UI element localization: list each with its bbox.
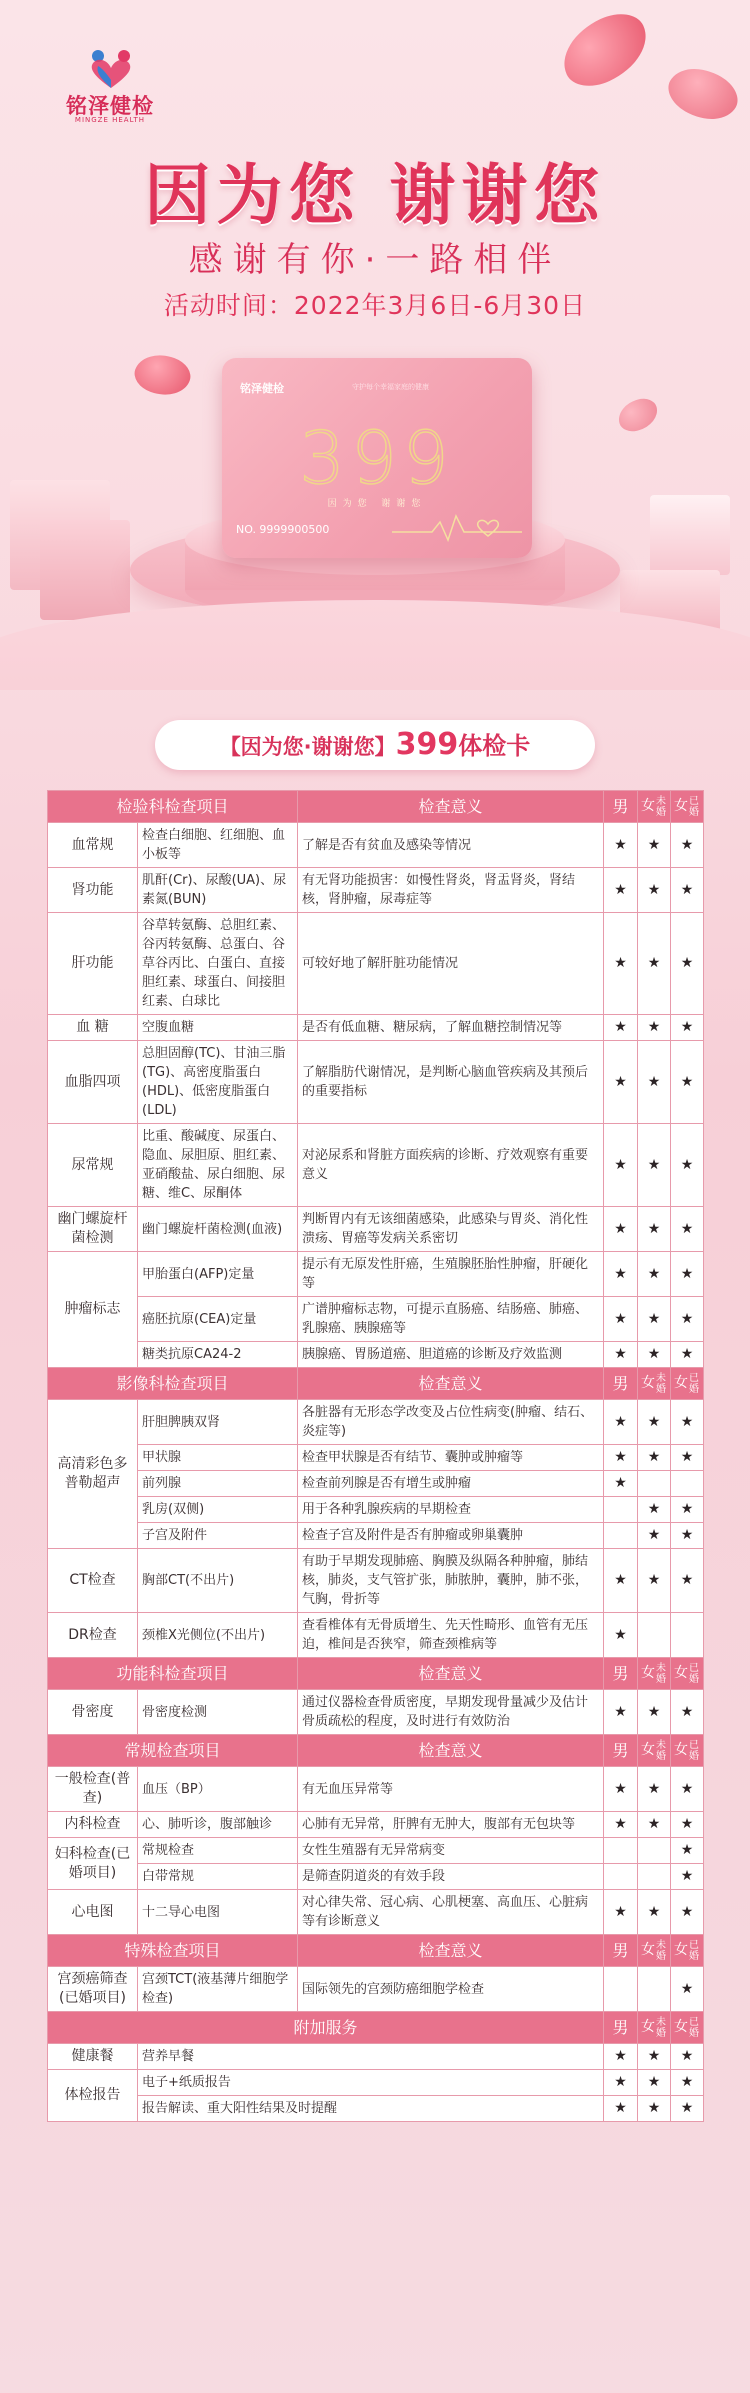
- female-unmarried-mark: ★: [638, 1207, 671, 1252]
- item-cell: 幽门螺旋杆菌检测(血液): [138, 1207, 298, 1252]
- meaning-cell: 有无肾功能损害：如慢性肾炎，肾盂肾炎，肾结核，肾肿瘤，尿毒症等: [298, 868, 604, 913]
- column-header-text: 女: [674, 798, 689, 814]
- female-unmarried-mark: ★: [638, 1342, 671, 1368]
- item-cell: 甲状腺: [138, 1445, 298, 1471]
- column-header-male: 男: [604, 2012, 638, 2044]
- female-unmarried-mark: ★: [638, 868, 671, 913]
- item-cell: 血压（BP）: [138, 1767, 298, 1812]
- female-married-mark: ★: [671, 1207, 704, 1252]
- section-title: 检验科检查项目: [48, 791, 298, 823]
- petal-decoration: [552, 4, 659, 96]
- table-row: [48, 1342, 704, 1368]
- column-header-subtext: 未婚: [656, 2016, 667, 2039]
- item-cell: 心、肺听诊，腹部触诊: [138, 1812, 298, 1838]
- meaning-cell: 提示有无原发性肝癌，生殖腺胚胎性肿瘤，肝硬化等: [298, 1252, 604, 1297]
- category-cell: 幽门螺旋杆菌检测: [48, 1207, 138, 1252]
- column-header-female: [671, 1735, 704, 1767]
- female-married-mark: ★: [671, 1812, 704, 1838]
- table-row: [48, 1471, 704, 1497]
- male-mark: ★: [604, 1015, 638, 1041]
- female-married-mark: ★: [671, 1445, 704, 1471]
- column-header-female: [638, 1658, 671, 1690]
- table-row: [48, 913, 704, 1015]
- female-married-mark: ★: [671, 1015, 704, 1041]
- checkup-items-table: [47, 790, 704, 2122]
- column-header-subtext: 已婚: [689, 1372, 700, 1395]
- male-mark: [604, 1838, 638, 1864]
- column-header-text: 女: [674, 2019, 689, 2035]
- section-header-row: [48, 1658, 704, 1690]
- meaning-cell: 对泌尿系和肾脏方面疾病的诊断、疗效观察有重要意义: [298, 1124, 604, 1207]
- category-cell: 高清彩色多普勒超声: [48, 1400, 138, 1549]
- female-unmarried-mark: ★: [638, 1549, 671, 1613]
- table-row: [48, 868, 704, 913]
- male-mark: [604, 1497, 638, 1523]
- column-header-text: 女: [641, 1942, 656, 1958]
- meaning-cell: 各脏器有无形态学改变及占位性病变(肿瘤、结石、炎症等): [298, 1400, 604, 1445]
- meaning-cell: 了解脂肪代谢情况，是判断心脑血管疾病及其预后的重要指标: [298, 1041, 604, 1124]
- female-unmarried-mark: [638, 1864, 671, 1890]
- item-cell: 宫颈TCT(液基薄片细胞学检查): [138, 1967, 298, 2012]
- item-cell: 常规检查: [138, 1838, 298, 1864]
- meaning-cell: 胰腺癌、胃肠道癌、胆道癌的诊断及疗效监测: [298, 1342, 604, 1368]
- female-unmarried-mark: ★: [638, 2096, 671, 2122]
- male-mark: ★: [604, 2044, 638, 2070]
- banner-text: 【因为您·谢谢您】: [219, 735, 396, 759]
- column-header-male: 男: [604, 791, 638, 823]
- female-unmarried-mark: ★: [638, 1445, 671, 1471]
- table-row: [48, 1124, 704, 1207]
- female-unmarried-mark: [638, 1471, 671, 1497]
- column-header-subtext: 已婚: [689, 2016, 700, 2039]
- banner-label: 体检卡: [458, 732, 531, 760]
- female-unmarried-mark: ★: [638, 1890, 671, 1935]
- female-unmarried-mark: [638, 1613, 671, 1658]
- health-card: [222, 358, 532, 558]
- female-married-mark: ★: [671, 823, 704, 868]
- column-header-male: 男: [604, 1658, 638, 1690]
- female-married-mark: ★: [671, 1400, 704, 1445]
- male-mark: ★: [604, 2096, 638, 2122]
- female-married-mark: ★: [671, 1864, 704, 1890]
- table-row: [48, 2044, 704, 2070]
- meaning-cell: 有无血压异常等: [298, 1767, 604, 1812]
- table-row: [48, 1297, 704, 1342]
- female-married-mark: ★: [671, 2044, 704, 2070]
- table-row: [48, 1523, 704, 1549]
- hero-section: [0, 0, 750, 690]
- female-married-mark: ★: [671, 868, 704, 913]
- section-header-row: [48, 791, 704, 823]
- section-title: 影像科检查项目: [48, 1368, 298, 1400]
- female-unmarried-mark: ★: [638, 1690, 671, 1735]
- table-row: [48, 1690, 704, 1735]
- column-header-male: 男: [604, 1368, 638, 1400]
- item-cell: 谷草转氨酶、总胆红素、谷丙转氨酶、总蛋白、谷草谷丙比、白蛋白、直接胆红素、球蛋白、间接胆红素、白球比: [138, 913, 298, 1015]
- section-meaning-header: 检查意义: [298, 1735, 604, 1767]
- category-cell: 体检报告: [48, 2070, 138, 2122]
- female-married-mark: [671, 1471, 704, 1497]
- male-mark: ★: [604, 1549, 638, 1613]
- male-mark: ★: [604, 1471, 638, 1497]
- female-unmarried-mark: ★: [638, 1767, 671, 1812]
- category-cell: 血常规: [48, 823, 138, 868]
- table-row: [48, 1864, 704, 1890]
- female-married-mark: ★: [671, 1252, 704, 1297]
- card-price: 399: [299, 416, 455, 500]
- brand-name: 铭泽健检: [66, 94, 154, 118]
- female-married-mark: ★: [671, 1690, 704, 1735]
- column-header-female: [638, 1935, 671, 1967]
- female-married-mark: ★: [671, 2070, 704, 2096]
- column-header-subtext: 已婚: [689, 1662, 700, 1685]
- female-married-mark: ★: [671, 1549, 704, 1613]
- column-header-female: [638, 1368, 671, 1400]
- section-header-row: [48, 1368, 704, 1400]
- column-header-text: 女: [641, 1742, 656, 1758]
- item-cell: 骨密度检测: [138, 1690, 298, 1735]
- female-unmarried-mark: [638, 1967, 671, 2012]
- female-unmarried-mark: ★: [638, 823, 671, 868]
- male-mark: [604, 1967, 638, 2012]
- category-cell: 尿常规: [48, 1124, 138, 1207]
- category-cell: 肿瘤标志: [48, 1252, 138, 1368]
- column-header-subtext: 已婚: [689, 1939, 700, 1962]
- female-unmarried-mark: ★: [638, 2044, 671, 2070]
- item-cell: 报告解读、重大阳性结果及时提醒: [138, 2096, 604, 2122]
- item-cell: 肌酐(Cr)、尿酸(UA)、尿素氮(BUN): [138, 868, 298, 913]
- male-mark: ★: [604, 1767, 638, 1812]
- male-mark: [604, 1523, 638, 1549]
- table-row: [48, 1890, 704, 1935]
- male-mark: ★: [604, 1207, 638, 1252]
- table-row: [48, 823, 704, 868]
- female-married-mark: ★: [671, 1890, 704, 1935]
- page-title: 因为您 谢谢您: [144, 157, 606, 234]
- section-title: 特殊检查项目: [48, 1935, 298, 1967]
- column-header-subtext: 未婚: [656, 1662, 667, 1685]
- male-mark: ★: [604, 1690, 638, 1735]
- table-row: [48, 1207, 704, 1252]
- male-mark: ★: [604, 913, 638, 1015]
- table-row: [48, 1767, 704, 1812]
- card-number: NO. 9999900500: [236, 523, 330, 536]
- category-cell: 健康餐: [48, 2044, 138, 2070]
- meaning-cell: 检查子宫及附件是否有肿瘤或卵巢囊肿: [298, 1523, 604, 1549]
- column-header-text: 女: [641, 798, 656, 814]
- item-cell: 检查白细胞、红细胞、血小板等: [138, 823, 298, 868]
- category-cell: 血 糖: [48, 1015, 138, 1041]
- column-header-female: [638, 1735, 671, 1767]
- item-cell: 总胆固醇(TC)、甘油三脂(TG)、高密度脂蛋白(HDL)、低密度脂蛋白(LDL): [138, 1041, 298, 1124]
- female-unmarried-mark: ★: [638, 1400, 671, 1445]
- section-meaning-header: 检查意义: [298, 1658, 604, 1690]
- table-row: [48, 1549, 704, 1613]
- female-married-mark: ★: [671, 2096, 704, 2122]
- category-cell: 骨密度: [48, 1690, 138, 1735]
- petal-decoration: [615, 395, 661, 434]
- item-cell: 乳房(双侧): [138, 1497, 298, 1523]
- category-cell: 内科检查: [48, 1812, 138, 1838]
- meaning-cell: 心肺有无异常，肝脾有无肿大，腹部有无包块等: [298, 1812, 604, 1838]
- section-meaning-header: 检查意义: [298, 1368, 604, 1400]
- male-mark: ★: [604, 1613, 638, 1658]
- category-cell: 妇科检查(已婚项目): [48, 1838, 138, 1890]
- section-header-row: [48, 2012, 704, 2044]
- item-cell: 十二导心电图: [138, 1890, 298, 1935]
- female-unmarried-mark: ★: [638, 1523, 671, 1549]
- item-cell: 癌胚抗原(CEA)定量: [138, 1297, 298, 1342]
- item-cell: 空腹血糖: [138, 1015, 298, 1041]
- table-row: [48, 1252, 704, 1297]
- female-unmarried-mark: ★: [638, 1497, 671, 1523]
- wave-decoration: [0, 600, 750, 690]
- heartbeat-icon: [392, 508, 522, 544]
- female-married-mark: ★: [671, 1497, 704, 1523]
- female-married-mark: ★: [671, 1523, 704, 1549]
- female-married-mark: ★: [671, 1041, 704, 1124]
- meaning-cell: 通过仪器检查骨质密度，早期发现骨量减少及估计骨质疏松的程度，及时进行有效防治: [298, 1690, 604, 1735]
- card-tag: 因为您 谢谢您: [327, 499, 427, 509]
- category-cell: DR检查: [48, 1613, 138, 1658]
- card-banner: [155, 720, 595, 770]
- female-unmarried-mark: ★: [638, 1252, 671, 1297]
- table-row: [48, 1838, 704, 1864]
- meaning-cell: 检查甲状腺是否有结节、囊肿或肿瘤等: [298, 1445, 604, 1471]
- item-cell: 糖类抗原CA24-2: [138, 1342, 298, 1368]
- female-married-mark: ★: [671, 913, 704, 1015]
- female-married-mark: ★: [671, 1124, 704, 1207]
- male-mark: [604, 1864, 638, 1890]
- male-mark: ★: [604, 1812, 638, 1838]
- female-married-mark: ★: [671, 1342, 704, 1368]
- male-mark: ★: [604, 1890, 638, 1935]
- meaning-cell: 判断胃内有无该细菌感染，此感染与胃炎、消化性溃疡、胃癌等发病关系密切: [298, 1207, 604, 1252]
- female-unmarried-mark: [638, 1838, 671, 1864]
- female-unmarried-mark: ★: [638, 913, 671, 1015]
- column-header-female: [638, 791, 671, 823]
- page-subtitle: 感谢有你·一路相伴: [188, 240, 562, 280]
- category-cell: 血脂四项: [48, 1041, 138, 1124]
- heart-people-icon: [86, 48, 136, 90]
- meaning-cell: 查看椎体有无骨质增生、先天性畸形、血管有无压迫，椎间是否狭窄，筛查颈椎病等: [298, 1613, 604, 1658]
- column-header-female: [671, 1935, 704, 1967]
- item-cell: 比重、酸碱度、尿蛋白、隐血、尿胆原、胆红素、亚硝酸盐、尿白细胞、尿糖、维C、尿酮体: [138, 1124, 298, 1207]
- column-header-female: [671, 2012, 704, 2044]
- female-married-mark: ★: [671, 1838, 704, 1864]
- column-header-subtext: 未婚: [656, 1939, 667, 1962]
- column-header-subtext: 已婚: [689, 1739, 700, 1762]
- male-mark: ★: [604, 1041, 638, 1124]
- female-unmarried-mark: ★: [638, 1812, 671, 1838]
- male-mark: ★: [604, 868, 638, 913]
- female-unmarried-mark: ★: [638, 1015, 671, 1041]
- category-cell: CT检查: [48, 1549, 138, 1613]
- category-cell: 肝功能: [48, 913, 138, 1015]
- section-meaning-header: 检查意义: [298, 791, 604, 823]
- brand-logo: [50, 48, 170, 128]
- meaning-cell: 用于各种乳腺疾病的早期检查: [298, 1497, 604, 1523]
- item-cell: 白带常规: [138, 1864, 298, 1890]
- item-cell: 甲胎蛋白(AFP)定量: [138, 1252, 298, 1297]
- column-header-text: 女: [641, 2019, 656, 2035]
- gift-box-decoration: [40, 520, 130, 620]
- male-mark: ★: [604, 2070, 638, 2096]
- item-cell: 胸部CT(不出片): [138, 1549, 298, 1613]
- column-header-male: 男: [604, 1735, 638, 1767]
- table-row: [48, 2070, 704, 2096]
- table-row: [48, 1041, 704, 1124]
- table-row: [48, 2096, 704, 2122]
- male-mark: ★: [604, 1342, 638, 1368]
- column-header-subtext: 已婚: [689, 795, 700, 818]
- column-header-text: 女: [674, 1742, 689, 1758]
- table-row: [48, 1967, 704, 2012]
- meaning-cell: 可较好地了解肝脏功能情况: [298, 913, 604, 1015]
- male-mark: ★: [604, 1400, 638, 1445]
- female-married-mark: ★: [671, 1967, 704, 2012]
- item-cell: 子宫及附件: [138, 1523, 298, 1549]
- meaning-cell: 检查前列腺是否有增生或肿瘤: [298, 1471, 604, 1497]
- section-title: 附加服务: [48, 2012, 604, 2044]
- female-unmarried-mark: ★: [638, 2070, 671, 2096]
- table-row: [48, 1445, 704, 1471]
- female-unmarried-mark: ★: [638, 1297, 671, 1342]
- item-cell: 前列腺: [138, 1471, 298, 1497]
- column-header-male: 男: [604, 1935, 638, 1967]
- female-married-mark: ★: [671, 1767, 704, 1812]
- section-title: 常规检查项目: [48, 1735, 298, 1767]
- section-title: 功能科检查项目: [48, 1658, 298, 1690]
- meaning-cell: 对心律失常、冠心病、心肌梗塞、高血压、心脏病等有诊断意义: [298, 1890, 604, 1935]
- column-header-text: 女: [674, 1375, 689, 1391]
- section-meaning-header: 检查意义: [298, 1935, 604, 1967]
- meaning-cell: 女性生殖器有无异常病变: [298, 1838, 604, 1864]
- category-cell: 一般检查(普查): [48, 1767, 138, 1812]
- table-row: [48, 1015, 704, 1041]
- column-header-text: 女: [641, 1375, 656, 1391]
- petal-decoration: [130, 347, 195, 403]
- category-cell: 宫颈癌筛查(已婚项目): [48, 1967, 138, 2012]
- column-header-subtext: 未婚: [656, 1372, 667, 1395]
- item-cell: 肝胆脾胰双肾: [138, 1400, 298, 1445]
- meaning-cell: 国际领先的宫颈防癌细胞学检查: [298, 1967, 604, 2012]
- meaning-cell: 是否有低血糖、糖尿病，了解血糖控制情况等: [298, 1015, 604, 1041]
- column-header-female: [638, 2012, 671, 2044]
- meaning-cell: 是筛查阴道炎的有效手段: [298, 1864, 604, 1890]
- male-mark: ★: [604, 823, 638, 868]
- column-header-female: [671, 1658, 704, 1690]
- meaning-cell: 了解是否有贫血及感染等情况: [298, 823, 604, 868]
- meaning-cell: 有助于早期发现肺癌、胸膜及纵隔各种肿瘤，肺结核，肺炎，支气管扩张，肺脓肿，囊肿，肺不张，气胸，骨折等: [298, 1549, 604, 1613]
- female-married-mark: [671, 1613, 704, 1658]
- male-mark: ★: [604, 1252, 638, 1297]
- column-header-text: 女: [674, 1665, 689, 1681]
- column-header-subtext: 未婚: [656, 795, 667, 818]
- table-row: [48, 1400, 704, 1445]
- female-unmarried-mark: ★: [638, 1124, 671, 1207]
- male-mark: ★: [604, 1297, 638, 1342]
- card-logo: 铭泽健检: [240, 382, 284, 395]
- table-row: [48, 1497, 704, 1523]
- item-cell: 颈椎X光侧位(不出片): [138, 1613, 298, 1658]
- category-cell: 心电图: [48, 1890, 138, 1935]
- section-header-row: [48, 1935, 704, 1967]
- gift-box-decoration: [650, 495, 730, 575]
- petal-decoration: [661, 56, 746, 133]
- column-header-text: 女: [641, 1665, 656, 1681]
- card-slogan: 守护每个幸福家庭的健康: [352, 383, 429, 391]
- banner-price: 399: [395, 727, 459, 762]
- column-header-subtext: 未婚: [656, 1739, 667, 1762]
- brand-sub: MINGZE HEALTH: [74, 116, 146, 124]
- male-mark: ★: [604, 1445, 638, 1471]
- female-married-mark: ★: [671, 1297, 704, 1342]
- meaning-cell: 广谱肿瘤标志物，可提示直肠癌、结肠癌、肺癌、乳腺癌、胰腺癌等: [298, 1297, 604, 1342]
- section-header-row: [48, 1735, 704, 1767]
- column-header-female: [671, 791, 704, 823]
- table-row: [48, 1812, 704, 1838]
- category-cell: 肾功能: [48, 868, 138, 913]
- male-mark: ★: [604, 1124, 638, 1207]
- female-unmarried-mark: ★: [638, 1041, 671, 1124]
- column-header-text: 女: [674, 1942, 689, 1958]
- item-cell: 电子+纸质报告: [138, 2070, 604, 2096]
- item-cell: 营养早餐: [138, 2044, 604, 2070]
- table-row: [48, 1613, 704, 1658]
- activity-date: 活动时间：2022年3月6日-6月30日: [163, 291, 587, 320]
- column-header-female: [671, 1368, 704, 1400]
